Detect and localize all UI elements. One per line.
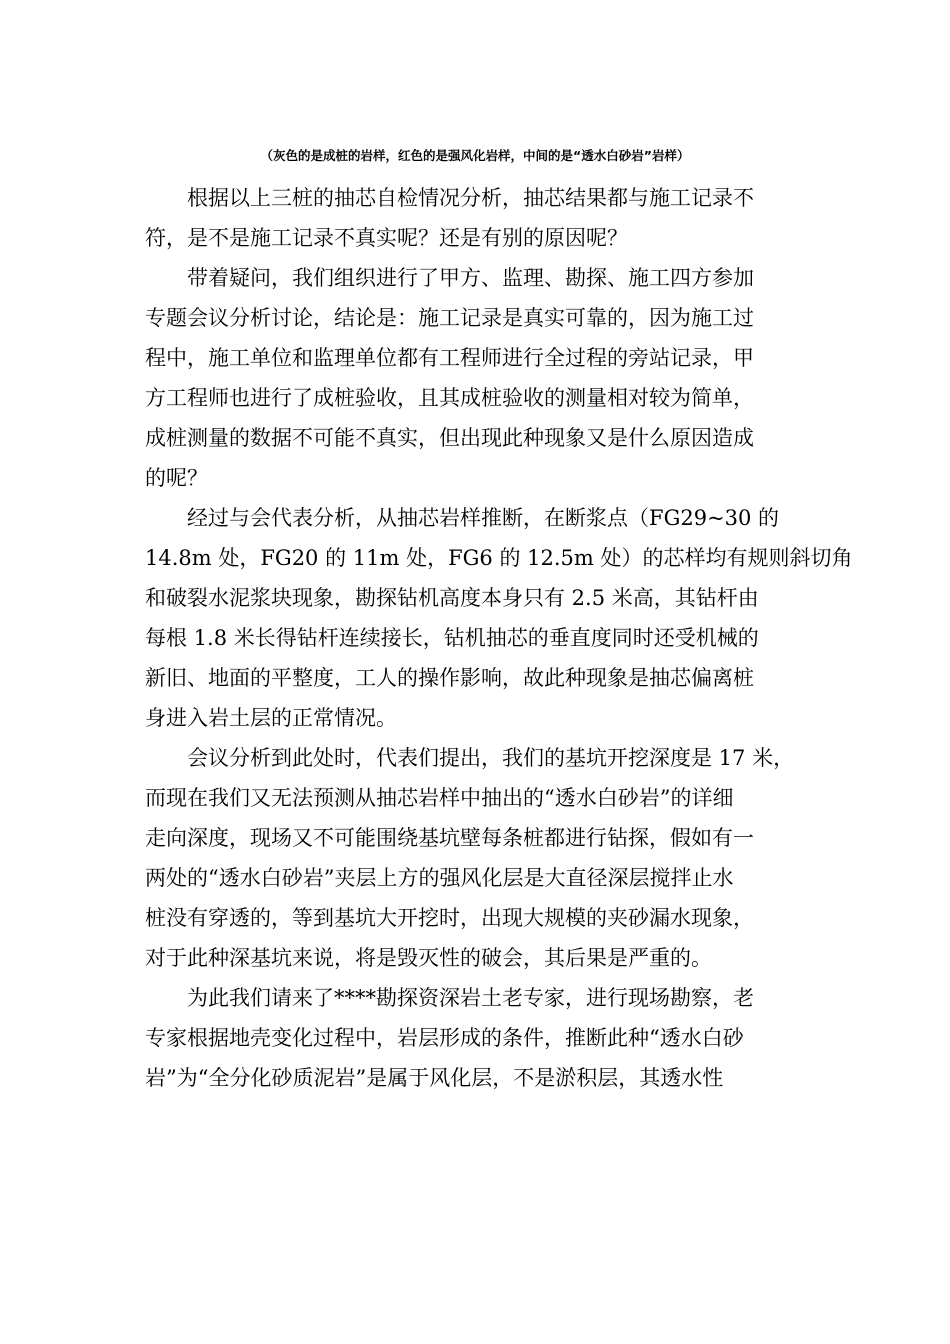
figure-caption: （灰色的是成桩的岩样，红色的是强风化岩样，中间的是“透水白砂岩”岩样） <box>260 148 690 163</box>
text-line: 为此我们请来了****勘探资深岩土老专家，进行现场勘察，老 <box>187 986 754 1010</box>
text-line: 方工程师也进行了成桩验收，且其成桩验收的测量相对较为简单， <box>145 386 754 410</box>
text-line: 桩没有穿透的，等到基坑大开挖时，出现大规模的夹砂漏水现象， <box>145 906 754 930</box>
text-line: 和破裂水泥浆块现象，勘探钻机高度本身只有 2.5 米高，其钻杆由 <box>145 586 759 610</box>
paragraph <box>145 498 853 738</box>
text-line: 专题会议分析讨论，结论是：施工记录是真实可靠的，因为施工过 <box>145 306 754 330</box>
text-line: 专家根据地壳变化过程中，岩层形成的条件，推断此种“透水白砂 <box>145 1026 744 1050</box>
text-line: 根据以上三桩的抽芯自检情况分析，抽芯结果都与施工记录不 <box>187 186 754 210</box>
paragraph <box>145 178 813 258</box>
text-line: 会议分析到此处时，代表们提出，我们的基坑开挖深度是 17 米， <box>187 746 795 770</box>
paragraph <box>145 738 813 978</box>
text-line: 每根 1.8 米长得钻杆连续接长，钻机抽芯的垂直度同时还受机械的 <box>145 626 759 650</box>
text-line: 带着疑问，我们组织进行了甲方、监理、勘探、施工四方参加 <box>187 266 754 290</box>
text-line: 的呢？ <box>145 466 208 490</box>
text-line: 身进入岩土层的正常情况。 <box>145 706 397 730</box>
text-line: 14.8m 处，FG20 的 11m 处，FG6 的 12.5m 处）的芯样均有规则斜切角 <box>145 546 853 570</box>
text-line: 岩”为“全分化砂质泥岩”是属于风化层，不是淤积层，其透水性 <box>145 1066 724 1090</box>
text-line: 新旧、地面的平整度，工人的操作影响，故此种现象是抽芯偏离桩 <box>145 666 754 690</box>
text-line: 两处的“透水白砂岩”夹层上方的强风化层是大直径深层搅拌止水 <box>145 866 734 890</box>
text-line: 经过与会代表分析，从抽芯岩样推断，在断浆点（FG29~30 的 <box>187 506 780 530</box>
body-text <box>145 178 853 1098</box>
text-line: 成桩测量的数据不可能不真实，但出现此种现象又是什么原因造成 <box>145 426 754 450</box>
paragraph <box>145 258 813 498</box>
text-line: 对于此种深基坑来说，将是毁灭性的破会，其后果是严重的。 <box>145 946 712 970</box>
text-line: 符，是不是施工记录不真实呢？还是有别的原因呢？ <box>145 226 628 250</box>
paragraph <box>145 978 813 1098</box>
text-line: 走向深度，现场又不可能围绕基坑壁每条桩都进行钻探，假如有一 <box>145 826 754 850</box>
text-line: 程中，施工单位和监理单位都有工程师进行全过程的旁站记录，甲 <box>145 346 754 370</box>
text-line: 而现在我们又无法预测从抽芯岩样中抽出的“透水白砂岩”的详细 <box>145 786 734 810</box>
